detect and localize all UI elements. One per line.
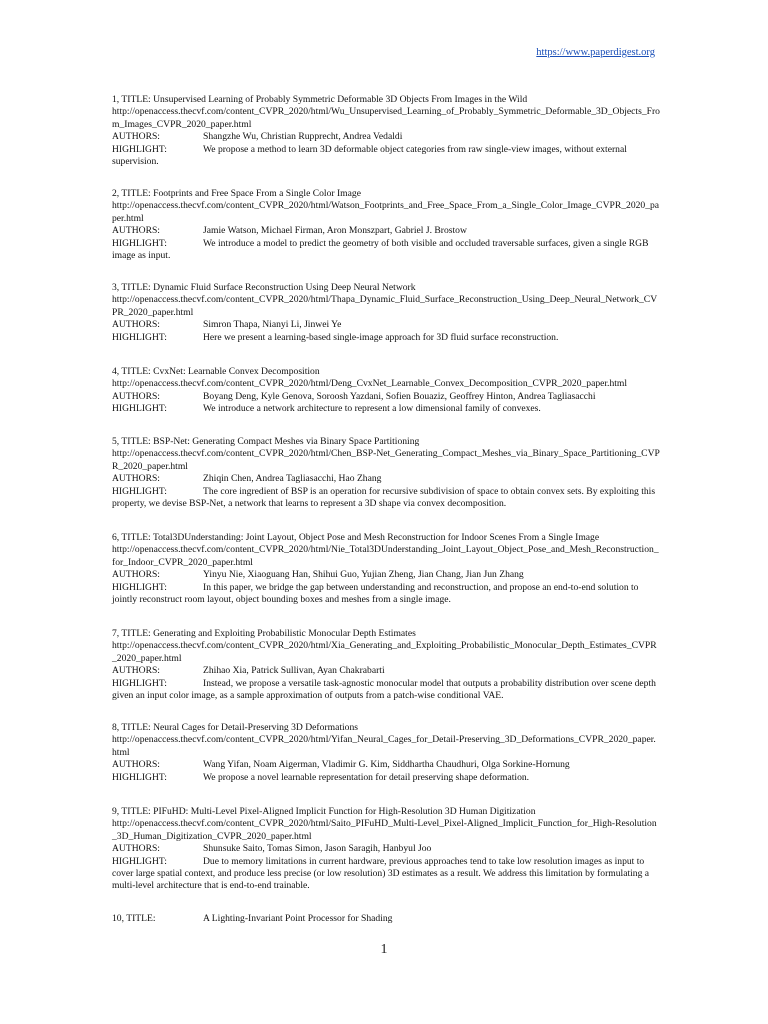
paper-title: 6, TITLE: Total3DUnderstanding: Joint Layout, Object Pose and Mesh Reconstruction for Indoor Scenes From a Single Image bbox=[112, 532, 600, 543]
highlight-value: The core ingredient of BSP is an operation for recursive subdivision of space to obtain convex sets. By exploiting this property, we devise BSP-Net, a network that learns to represent a 3D shape via convex decomposition. bbox=[112, 485, 656, 510]
partial-title-label: 10, TITLE: bbox=[112, 913, 156, 924]
paper-url[interactable]: http://openaccess.thecvf.com/content_CVPR_2020/html/Watson_Footprints_and_Free_Space_From_a_Single_Color_Image_CVPR_2020_paper.html bbox=[112, 200, 660, 224]
authors-value: Jamie Watson, Michael Firman, Aron Monszpart, Gabriel J. Brostow bbox=[203, 225, 467, 237]
authors-value: Wang Yifan, Noam Aigerman, Vladimir G. Kim, Siddhartha Chaudhuri, Olga Sorkine-Hornung bbox=[203, 759, 570, 771]
highlight-row bbox=[112, 144, 660, 169]
highlight-label: HIGHLIGHT: bbox=[112, 403, 167, 415]
paper-entry-7 bbox=[112, 628, 660, 702]
paper-url[interactable]: http://openaccess.thecvf.com/content_CVPR_2020/html/Deng_CvxNet_Learnable_Convex_Decomposition_CVPR_2020_paper.html bbox=[112, 378, 628, 390]
highlight-row bbox=[112, 238, 660, 263]
paper-entry-4 bbox=[112, 366, 660, 416]
paper-title: 1, TITLE: Unsupervised Learning of Probably Symmetric Deformable 3D Objects From Images in the Wild bbox=[112, 94, 528, 105]
authors-row bbox=[112, 225, 660, 237]
paper-entry-6 bbox=[112, 532, 660, 606]
page-number: 1 bbox=[380, 942, 388, 957]
authors-label: AUTHORS: bbox=[112, 225, 160, 237]
authors-row bbox=[112, 131, 660, 143]
paper-title: 4, TITLE: CvxNet: Learnable Convex Decomposition bbox=[112, 366, 320, 377]
authors-value: Boyang Deng, Kyle Genova, Soroosh Yazdani, Sofien Bouaziz, Geoffrey Hinton, Andrea Tagliasacchi bbox=[203, 390, 596, 402]
paper-url[interactable]: http://openaccess.thecvf.com/content_CVPR_2020/html/Xia_Generating_and_Exploiting_Probabilistic_Monocular_Depth_Estimates_CVPR_2020_paper.html bbox=[112, 640, 657, 664]
highlight-row bbox=[112, 772, 660, 784]
paper-url[interactable]: http://openaccess.thecvf.com/content_CVPR_2020/html/Nie_Total3DUnderstanding_Joint_Layout_Object_Pose_and_Mesh_Reconstruction_for_Indoor_CVPR_2020_paper.html bbox=[112, 544, 659, 568]
authors-label: AUTHORS: bbox=[112, 569, 160, 581]
authors-label: AUTHORS: bbox=[112, 319, 160, 331]
paper-url[interactable]: http://openaccess.thecvf.com/content_CVPR_2020/html/Yifan_Neural_Cages_for_Detail-Preserving_3D_Deformations_CVPR_2020_paper.html bbox=[112, 734, 656, 758]
partial-title: A Lighting-Invariant Point Processor for Shading bbox=[203, 913, 393, 924]
highlight-label: HIGHLIGHT: bbox=[112, 485, 167, 497]
highlight-value: Instead, we propose a versatile task-agnostic monocular model that outputs a probability distribution over scene depth given an input color image, as a sample approximation of outputs from a patch-wise conditional VAE. bbox=[112, 677, 656, 702]
authors-value: Zhiqin Chen, Andrea Tagliasacchi, Hao Zhang bbox=[203, 473, 382, 485]
highlight-label: HIGHLIGHT: bbox=[112, 581, 167, 593]
highlight-value: We introduce a network architecture to represent a low dimensional family of convexes. bbox=[203, 403, 541, 415]
highlight-value: We propose a novel learnable representation for detail preserving shape deformation. bbox=[203, 771, 530, 783]
authors-row bbox=[112, 843, 660, 855]
highlight-label: HIGHLIGHT: bbox=[112, 143, 167, 155]
highlight-value: Here we present a learning-based single-image approach for 3D fluid surface reconstruction. bbox=[203, 331, 559, 343]
authors-label: AUTHORS: bbox=[112, 390, 160, 402]
authors-row bbox=[112, 319, 660, 331]
header-link[interactable]: https://www.paperdigest.org bbox=[536, 47, 655, 58]
highlight-row bbox=[112, 486, 660, 511]
paper-title: 3, TITLE: Dynamic Fluid Surface Reconstruction Using Deep Neural Network bbox=[112, 282, 416, 293]
authors-row bbox=[112, 569, 660, 581]
highlight-row bbox=[112, 856, 660, 893]
highlight-label: HIGHLIGHT: bbox=[112, 237, 167, 249]
paper-title: 2, TITLE: Footprints and Free Space From a Single Color Image bbox=[112, 188, 361, 199]
authors-row bbox=[112, 759, 660, 771]
authors-row bbox=[112, 391, 660, 403]
paper-url[interactable]: http://openaccess.thecvf.com/content_CVPR_2020/html/Saito_PIFuHD_Multi-Level_Pixel-Aligned_Implicit_Function_for_High-Resolution_3D_Human_Digitization_CVPR_2020_paper.html bbox=[112, 818, 657, 842]
highlight-label: HIGHLIGHT: bbox=[112, 677, 167, 689]
highlight-row bbox=[112, 403, 660, 415]
paper-entry-5 bbox=[112, 436, 660, 510]
paper-entry-10 bbox=[112, 913, 660, 925]
paper-url[interactable]: http://openaccess.thecvf.com/content_CVPR_2020/html/Chen_BSP-Net_Generating_Compact_Meshes_via_Binary_Space_Partitioning_CVPR_2020_paper.html bbox=[112, 448, 660, 472]
authors-row bbox=[112, 473, 660, 485]
paper-entry-1 bbox=[112, 94, 660, 168]
highlight-value: In this paper, we bridge the gap between understanding and reconstruction, and propose an end-to-end solution to jointly reconstruct room layout, object bounding boxes and meshes from a single image. bbox=[112, 581, 639, 606]
highlight-row bbox=[112, 678, 660, 703]
highlight-label: HIGHLIGHT: bbox=[112, 855, 167, 867]
authors-value: Simron Thapa, Nianyi Li, Jinwei Ye bbox=[203, 319, 342, 331]
paper-url[interactable]: http://openaccess.thecvf.com/content_CVPR_2020/html/Thapa_Dynamic_Fluid_Surface_Reconstruction_Using_Deep_Neural_Network_CVPR_2020_paper.html bbox=[112, 294, 658, 318]
authors-value: Shangzhe Wu, Christian Rupprecht, Andrea Vedaldi bbox=[203, 131, 403, 143]
highlight-value: We introduce a model to predict the geometry of both visible and occluded traversable surfaces, given a single RGB image as input. bbox=[112, 237, 649, 262]
highlight-row bbox=[112, 582, 660, 607]
authors-label: AUTHORS: bbox=[112, 473, 160, 485]
highlight-label: HIGHLIGHT: bbox=[112, 771, 167, 783]
paper-title: 9, TITLE: PIFuHD: Multi-Level Pixel-Aligned Implicit Function for High-Resolution 3D Human Digitization bbox=[112, 806, 536, 817]
paper-entry-2 bbox=[112, 188, 660, 262]
paper-entry-8 bbox=[112, 722, 660, 784]
authors-row bbox=[112, 665, 660, 677]
authors-label: AUTHORS: bbox=[112, 759, 160, 771]
authors-label: AUTHORS: bbox=[112, 131, 160, 143]
paper-entry-3 bbox=[112, 282, 660, 344]
paper-url[interactable]: http://openaccess.thecvf.com/content_CVPR_2020/html/Wu_Unsupervised_Learning_of_Probably_Symmetric_Deformable_3D_Objects_From_Images_CVPR_2020_paper.html bbox=[112, 106, 660, 130]
authors-value: Yinyu Nie, Xiaoguang Han, Shihui Guo, Yujian Zheng, Jian Chang, Jian Jun Zhang bbox=[203, 569, 524, 581]
paper-title: 8, TITLE: Neural Cages for Detail-Preserving 3D Deformations bbox=[112, 722, 358, 733]
authors-label: AUTHORS: bbox=[112, 843, 160, 855]
paper-title: 7, TITLE: Generating and Exploiting Probabilistic Monocular Depth Estimates bbox=[112, 628, 416, 639]
authors-value: Shunsuke Saito, Tomas Simon, Jason Saragih, Hanbyul Joo bbox=[203, 843, 432, 855]
authors-value: Zhihao Xia, Patrick Sullivan, Ayan Chakrabarti bbox=[203, 665, 385, 677]
highlight-value: Due to memory limitations in current hardware, previous approaches tend to take low resolution images as input to cover large spatial context, and produce less precise (or low resolution) 3D estimates as a result. We address this limitation by formulating a multi-level architecture that is end-to-end trainable. bbox=[112, 855, 650, 892]
paper-entry-9 bbox=[112, 806, 660, 893]
highlight-value: We propose a method to learn 3D deformable object categories from raw single-view images, without external supervision. bbox=[112, 143, 627, 168]
highlight-label: HIGHLIGHT: bbox=[112, 331, 167, 343]
paper-title: 5, TITLE: BSP-Net: Generating Compact Meshes via Binary Space Partitioning bbox=[112, 436, 420, 447]
highlight-row bbox=[112, 332, 660, 344]
authors-label: AUTHORS: bbox=[112, 665, 160, 677]
